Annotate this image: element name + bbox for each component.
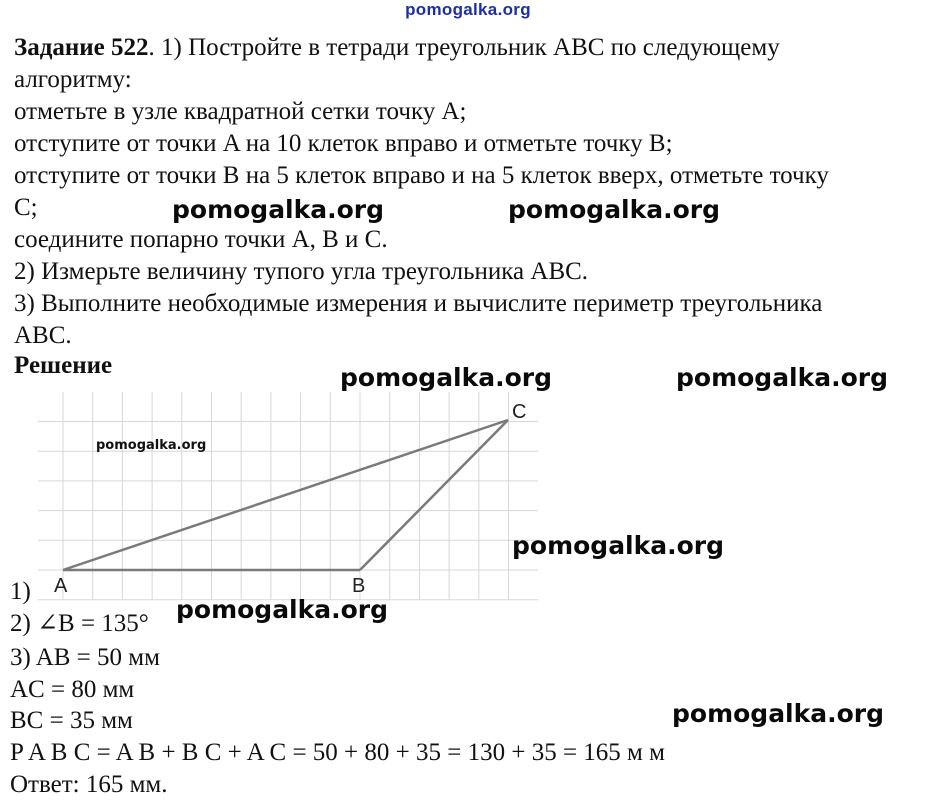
solution-line-1: 1) <box>10 578 31 605</box>
solution-line-5: BC = 35 мм <box>10 707 133 734</box>
watermark-1: pomogalka.org <box>172 195 385 224</box>
point-b-label: B <box>352 575 366 597</box>
task-line-5: отступите от точки B на 5 клеток вправо и на 5 клеток вверх, отметьте точку <box>14 162 829 189</box>
triangle-figure <box>38 392 540 602</box>
watermark-2: pomogalka.org <box>508 195 721 224</box>
solution-line-3: 3) AB = 50 мм <box>10 644 160 671</box>
solution-line-7: Ответ: 165 мм. <box>10 771 168 798</box>
point-a-label: A <box>54 575 68 597</box>
watermark-6: pomogalka.org <box>176 595 389 624</box>
task-line-1 <box>14 33 780 63</box>
solution-line-4: AC = 80 мм <box>10 676 135 703</box>
point-c-label: C <box>512 401 527 423</box>
task-line-6: C; <box>14 194 38 221</box>
watermark-top: pomogalka.org <box>405 0 531 19</box>
solution-heading: Решение <box>14 352 113 379</box>
task-label: Задание 522 <box>14 34 149 61</box>
watermark-4: pomogalka.org <box>676 363 889 392</box>
task-line-8: 2) Измерьте величину тупого угла треугольника ABC. <box>14 258 589 285</box>
solution-line-6: P A B C = A B + B C + A C = 50 + 80 + 35 = 130 + 35 = 165 м м <box>10 739 665 766</box>
side-bc <box>360 420 508 570</box>
task-line-4: отступите от точки A на 10 клеток вправо и отметьте точку B; <box>14 130 673 157</box>
watermark-5: pomogalka.org <box>512 531 725 560</box>
watermark-small: pomogalka.org <box>96 438 207 453</box>
triangle-svg <box>38 392 540 602</box>
task-line-9: 3) Выполните необходимые измерения и вычислите периметр треугольника <box>14 290 823 317</box>
task-line-10: ABC. <box>14 322 72 349</box>
watermark-3: pomogalka.org <box>340 363 553 392</box>
task-line-2: алгоритму: <box>14 66 132 93</box>
task-line-3: отметьте в узле квадратной сетки точку A; <box>14 98 467 125</box>
watermark-7: pomogalka.org <box>672 699 885 728</box>
solution-line-2: 2) ∠B = 135° <box>10 610 149 637</box>
task-line-7: соедините попарно точки A, B и C. <box>14 226 388 253</box>
task-text-1: . 1) Постройте в тетради треугольник ABC по следующему <box>148 34 780 61</box>
